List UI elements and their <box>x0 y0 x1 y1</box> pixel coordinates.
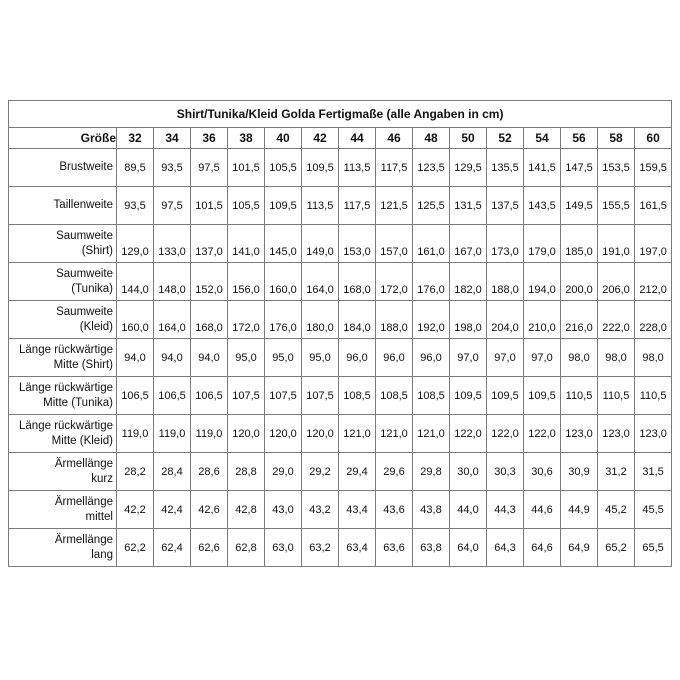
table-cell: 120,0 <box>228 415 265 453</box>
table-cell: 159,5 <box>635 149 672 187</box>
table-cell: 117,5 <box>339 187 376 225</box>
table-cell: 106,5 <box>154 377 191 415</box>
table-cell: 131,5 <box>450 187 487 225</box>
table-cell: 153,5 <box>598 149 635 187</box>
table-cell: 188,0 <box>376 301 413 339</box>
table-cell: 122,0 <box>524 415 561 453</box>
table-cell: 160,0 <box>265 263 302 301</box>
table-cell: 29,0 <box>265 453 302 491</box>
table-cell: 137,0 <box>191 225 228 263</box>
table-cell: 110,5 <box>561 377 598 415</box>
size-header-row <box>9 128 672 149</box>
table-cell: 121,0 <box>376 415 413 453</box>
table-row <box>9 339 672 377</box>
table-cell: 63,6 <box>376 529 413 567</box>
table-cell: 180,0 <box>302 301 339 339</box>
table-cell: 125,5 <box>413 187 450 225</box>
row-label: Länge rückwärtige Mitte (Kleid) <box>9 415 117 453</box>
table-cell: 109,5 <box>302 149 339 187</box>
table-cell: 31,5 <box>635 453 672 491</box>
table-row <box>9 491 672 529</box>
table-cell: 161,0 <box>413 225 450 263</box>
size-header-38: 38 <box>228 128 265 149</box>
table-cell: 113,5 <box>302 187 339 225</box>
table-cell: 147,5 <box>561 149 598 187</box>
table-cell: 93,5 <box>154 149 191 187</box>
table-cell: 156,0 <box>228 263 265 301</box>
table-cell: 135,5 <box>487 149 524 187</box>
table-cell: 176,0 <box>265 301 302 339</box>
table-cell: 109,5 <box>265 187 302 225</box>
table-cell: 149,5 <box>561 187 598 225</box>
table-cell: 28,8 <box>228 453 265 491</box>
table-cell: 44,3 <box>487 491 524 529</box>
table-cell: 133,0 <box>154 225 191 263</box>
table-row <box>9 529 672 567</box>
table-cell: 143,5 <box>524 187 561 225</box>
table-cell: 152,0 <box>191 263 228 301</box>
table-cell: 42,6 <box>191 491 228 529</box>
table-cell: 157,0 <box>376 225 413 263</box>
table-cell: 107,5 <box>302 377 339 415</box>
size-header-60: 60 <box>635 128 672 149</box>
size-header-36: 36 <box>191 128 228 149</box>
table-cell: 108,5 <box>413 377 450 415</box>
table-cell: 141,0 <box>228 225 265 263</box>
table-cell: 123,0 <box>561 415 598 453</box>
table-cell: 95,0 <box>302 339 339 377</box>
table-cell: 173,0 <box>487 225 524 263</box>
table-cell: 97,0 <box>524 339 561 377</box>
size-header-44: 44 <box>339 128 376 149</box>
table-cell: 65,2 <box>598 529 635 567</box>
table-cell: 109,5 <box>487 377 524 415</box>
table-cell: 121,0 <box>413 415 450 453</box>
table-cell: 96,0 <box>413 339 450 377</box>
table-cell: 30,0 <box>450 453 487 491</box>
size-chart-table <box>8 100 672 567</box>
table-row <box>9 301 672 339</box>
table-cell: 164,0 <box>302 263 339 301</box>
table-cell: 63,0 <box>265 529 302 567</box>
table-cell: 43,2 <box>302 491 339 529</box>
table-cell: 105,5 <box>228 187 265 225</box>
table-cell: 137,5 <box>487 187 524 225</box>
table-cell: 98,0 <box>598 339 635 377</box>
table-cell: 192,0 <box>413 301 450 339</box>
table-cell: 44,6 <box>524 491 561 529</box>
table-cell: 64,0 <box>450 529 487 567</box>
size-header-48: 48 <box>413 128 450 149</box>
table-cell: 108,5 <box>339 377 376 415</box>
table-cell: 113,5 <box>339 149 376 187</box>
table-cell: 43,6 <box>376 491 413 529</box>
table-cell: 110,5 <box>635 377 672 415</box>
row-label: Taillenweite <box>9 187 117 225</box>
table-cell: 200,0 <box>561 263 598 301</box>
row-label: Länge rückwärtige Mitte (Tunika) <box>9 377 117 415</box>
table-cell: 98,0 <box>635 339 672 377</box>
table-cell: 110,5 <box>598 377 635 415</box>
size-header-58: 58 <box>598 128 635 149</box>
table-cell: 31,2 <box>598 453 635 491</box>
table-cell: 96,0 <box>376 339 413 377</box>
table-cell: 206,0 <box>598 263 635 301</box>
table-cell: 120,0 <box>302 415 339 453</box>
table-cell: 45,5 <box>635 491 672 529</box>
table-cell: 63,4 <box>339 529 376 567</box>
table-cell: 29,6 <box>376 453 413 491</box>
table-cell: 44,0 <box>450 491 487 529</box>
table-cell: 121,5 <box>376 187 413 225</box>
size-header-56: 56 <box>561 128 598 149</box>
table-cell: 191,0 <box>598 225 635 263</box>
table-cell: 94,0 <box>117 339 154 377</box>
table-cell: 43,8 <box>413 491 450 529</box>
table-cell: 45,2 <box>598 491 635 529</box>
table-cell: 98,0 <box>561 339 598 377</box>
table-cell: 28,2 <box>117 453 154 491</box>
row-label: Länge rückwärtige Mitte (Shirt) <box>9 339 117 377</box>
table-cell: 109,5 <box>450 377 487 415</box>
table-cell: 185,0 <box>561 225 598 263</box>
table-cell: 153,0 <box>339 225 376 263</box>
row-label: Ärmellänge mittel <box>9 491 117 529</box>
table-cell: 107,5 <box>265 377 302 415</box>
table-cell: 119,0 <box>191 415 228 453</box>
table-cell: 29,4 <box>339 453 376 491</box>
table-cell: 194,0 <box>524 263 561 301</box>
table-cell: 95,0 <box>265 339 302 377</box>
table-cell: 122,0 <box>450 415 487 453</box>
size-header-46: 46 <box>376 128 413 149</box>
table-cell: 168,0 <box>339 263 376 301</box>
table-cell: 176,0 <box>413 263 450 301</box>
table-cell: 64,3 <box>487 529 524 567</box>
table-cell: 228,0 <box>635 301 672 339</box>
table-cell: 93,5 <box>117 187 154 225</box>
table-cell: 198,0 <box>450 301 487 339</box>
size-header-34: 34 <box>154 128 191 149</box>
table-row <box>9 377 672 415</box>
table-cell: 188,0 <box>487 263 524 301</box>
table-cell: 123,0 <box>635 415 672 453</box>
row-label: Ärmellänge lang <box>9 529 117 567</box>
table-cell: 161,5 <box>635 187 672 225</box>
table-cell: 210,0 <box>524 301 561 339</box>
row-label: Saumweite (Kleid) <box>9 301 117 339</box>
row-label: Brustweite <box>9 149 117 187</box>
table-row <box>9 187 672 225</box>
table-cell: 129,5 <box>450 149 487 187</box>
table-cell: 141,5 <box>524 149 561 187</box>
table-cell: 155,5 <box>598 187 635 225</box>
table-cell: 62,2 <box>117 529 154 567</box>
size-header-40: 40 <box>265 128 302 149</box>
table-cell: 145,0 <box>265 225 302 263</box>
table-cell: 168,0 <box>191 301 228 339</box>
table-cell: 222,0 <box>598 301 635 339</box>
table-title: Shirt/Tunika/Kleid Golda Fertigmaße (alle Angaben in cm) <box>9 101 672 128</box>
size-header-54: 54 <box>524 128 561 149</box>
table-cell: 160,0 <box>117 301 154 339</box>
table-cell: 172,0 <box>376 263 413 301</box>
table-row <box>9 225 672 263</box>
table-cell: 149,0 <box>302 225 339 263</box>
table-cell: 179,0 <box>524 225 561 263</box>
table-cell: 97,5 <box>154 187 191 225</box>
table-row <box>9 415 672 453</box>
row-label: Ärmellänge kurz <box>9 453 117 491</box>
table-cell: 123,5 <box>413 149 450 187</box>
size-header-label: Größe <box>9 128 117 149</box>
table-cell: 63,2 <box>302 529 339 567</box>
table-cell: 216,0 <box>561 301 598 339</box>
table-cell: 182,0 <box>450 263 487 301</box>
table-cell: 119,0 <box>117 415 154 453</box>
table-cell: 101,5 <box>228 149 265 187</box>
table-cell: 43,4 <box>339 491 376 529</box>
table-cell: 212,0 <box>635 263 672 301</box>
table-cell: 28,6 <box>191 453 228 491</box>
table-cell: 62,6 <box>191 529 228 567</box>
table-cell: 108,5 <box>376 377 413 415</box>
table-cell: 95,0 <box>228 339 265 377</box>
table-cell: 172,0 <box>228 301 265 339</box>
table-cell: 63,8 <box>413 529 450 567</box>
table-cell: 43,0 <box>265 491 302 529</box>
row-label: Saumweite (Tunika) <box>9 263 117 301</box>
table-cell: 29,8 <box>413 453 450 491</box>
table-cell: 96,0 <box>339 339 376 377</box>
table-cell: 121,0 <box>339 415 376 453</box>
table-cell: 109,5 <box>524 377 561 415</box>
table-cell: 197,0 <box>635 225 672 263</box>
table-cell: 97,0 <box>450 339 487 377</box>
row-label: Saumweite (Shirt) <box>9 225 117 263</box>
table-cell: 64,6 <box>524 529 561 567</box>
table-cell: 117,5 <box>376 149 413 187</box>
size-header-42: 42 <box>302 128 339 149</box>
table-cell: 97,5 <box>191 149 228 187</box>
table-cell: 65,5 <box>635 529 672 567</box>
table-row <box>9 453 672 491</box>
table-cell: 42,2 <box>117 491 154 529</box>
size-header-50: 50 <box>450 128 487 149</box>
table-cell: 106,5 <box>191 377 228 415</box>
table-cell: 89,5 <box>117 149 154 187</box>
table-cell: 164,0 <box>154 301 191 339</box>
size-header-32: 32 <box>117 128 154 149</box>
table-cell: 122,0 <box>487 415 524 453</box>
table-cell: 184,0 <box>339 301 376 339</box>
size-header-52: 52 <box>487 128 524 149</box>
table-cell: 64,9 <box>561 529 598 567</box>
table-cell: 94,0 <box>191 339 228 377</box>
table-cell: 44,9 <box>561 491 598 529</box>
table-cell: 148,0 <box>154 263 191 301</box>
table-cell: 129,0 <box>117 225 154 263</box>
table-cell: 62,8 <box>228 529 265 567</box>
title-row <box>9 101 672 128</box>
table-cell: 167,0 <box>450 225 487 263</box>
table-cell: 105,5 <box>265 149 302 187</box>
table-cell: 119,0 <box>154 415 191 453</box>
table-cell: 107,5 <box>228 377 265 415</box>
table-cell: 97,0 <box>487 339 524 377</box>
table-cell: 30,3 <box>487 453 524 491</box>
table-cell: 28,4 <box>154 453 191 491</box>
table-row <box>9 149 672 187</box>
table-cell: 144,0 <box>117 263 154 301</box>
table-cell: 120,0 <box>265 415 302 453</box>
table-cell: 94,0 <box>154 339 191 377</box>
table-cell: 62,4 <box>154 529 191 567</box>
table-cell: 42,4 <box>154 491 191 529</box>
table-cell: 204,0 <box>487 301 524 339</box>
table-cell: 101,5 <box>191 187 228 225</box>
table-row <box>9 263 672 301</box>
table-cell: 106,5 <box>117 377 154 415</box>
table-cell: 42,8 <box>228 491 265 529</box>
table-cell: 30,9 <box>561 453 598 491</box>
table-cell: 29,2 <box>302 453 339 491</box>
table-cell: 123,0 <box>598 415 635 453</box>
table-cell: 30,6 <box>524 453 561 491</box>
